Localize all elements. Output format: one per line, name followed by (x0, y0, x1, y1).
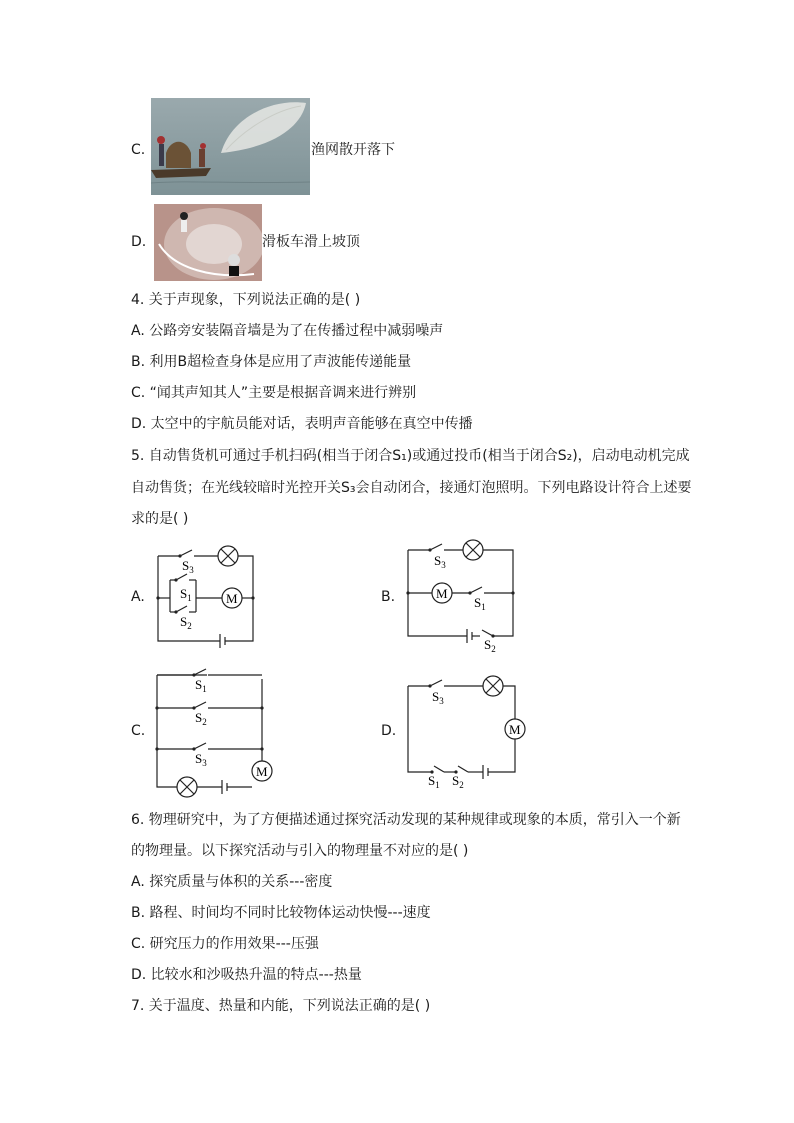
q4-stem: 4. 关于声现象，下列说法正确的是( ) (131, 292, 361, 308)
circuit-a-diagram (150, 538, 265, 648)
q4-option-d: D. 太空中的宇航员能对话，表明声音能够在真空中传播 (131, 416, 473, 432)
q6-stem-line2: 的物理量。以下探究活动与引入的物理量不对应的是( ) (131, 843, 469, 859)
svg-text:M: M (509, 722, 521, 737)
svg-text:S1: $S_1$ (474, 595, 486, 612)
q5-stem-line2: 自动售货；在光线较暗时光控开关S₃会自动闭合，接通灯泡照明。下列电路设计符合上述要 (131, 480, 692, 496)
q6-option-d: D. 比较水和沙吸热升温的特点---热量 (131, 967, 362, 983)
svg-text:S1: $S_1$ (195, 677, 207, 694)
skateboard-photo (154, 204, 262, 281)
svg-text:S3: $S_3$ (434, 553, 446, 570)
circuit-b-diagram (400, 538, 520, 653)
option-d-letter: D. (131, 234, 147, 250)
svg-text:M: M (436, 586, 448, 601)
svg-text:S3: $S_3$ (182, 558, 194, 575)
option-d-caption: 滑板车滑上坡顶 (262, 234, 360, 250)
circuit-b-label: B. (381, 589, 396, 605)
svg-text:S2: $S_2$ (484, 637, 496, 653)
svg-text:S2: $S_2$ (195, 710, 207, 727)
q4-option-a: A. 公路旁安装隔音墙是为了在传播过程中减弱噪声 (131, 323, 444, 339)
circuit-c-label: C. (131, 723, 146, 739)
q6-option-b: B. 路程、时间均不同时比较物体运动快慢---速度 (131, 905, 431, 921)
svg-text:S3: $S_3$ (195, 751, 207, 768)
q6-option-c: C. 研究压力的作用效果---压强 (131, 936, 319, 952)
circuit-c-diagram (150, 665, 280, 800)
svg-text:S2: $S_2$ (452, 773, 464, 790)
fishing-net-photo (151, 98, 310, 195)
svg-text:S1: $S_1$ (180, 586, 192, 603)
q5-stem-line3: 求的是( ) (131, 511, 189, 527)
option-c-caption: 渔网散开落下 (311, 142, 395, 158)
q6-stem-line1: 6. 物理研究中，为了方便描述通过探究活动发现的某种规律或现象的本质，常引入一个新 (131, 812, 681, 828)
q4-option-c: C. “闻其声知其人”主要是根据音调来进行辨别 (131, 385, 417, 401)
option-c-letter: C. (131, 142, 146, 158)
svg-text:M: M (226, 591, 238, 606)
circuit-a-label: A. (131, 589, 145, 605)
svg-text:S2: $S_2$ (180, 614, 192, 631)
q7-stem: 7. 关于温度、热量和内能，下列说法正确的是( ) (131, 998, 431, 1014)
circuit-d-diagram (400, 672, 530, 792)
q4-option-b: B. 利用B超检查身体是应用了声波能传递能量 (131, 354, 412, 370)
svg-text:M: M (256, 764, 268, 779)
svg-text:S1: $S_1$ (428, 773, 440, 790)
q5-stem-line1: 5. 自动售货机可通过手机扫码(相当于闭合S₁)或通过投币(相当于闭合S₂)，启动电动机完成 (131, 448, 690, 464)
svg-text:S3: $S_3$ (432, 689, 444, 706)
q6-option-a: A. 探究质量与体积的关系---密度 (131, 874, 333, 890)
circuit-d-label: D. (381, 723, 397, 739)
